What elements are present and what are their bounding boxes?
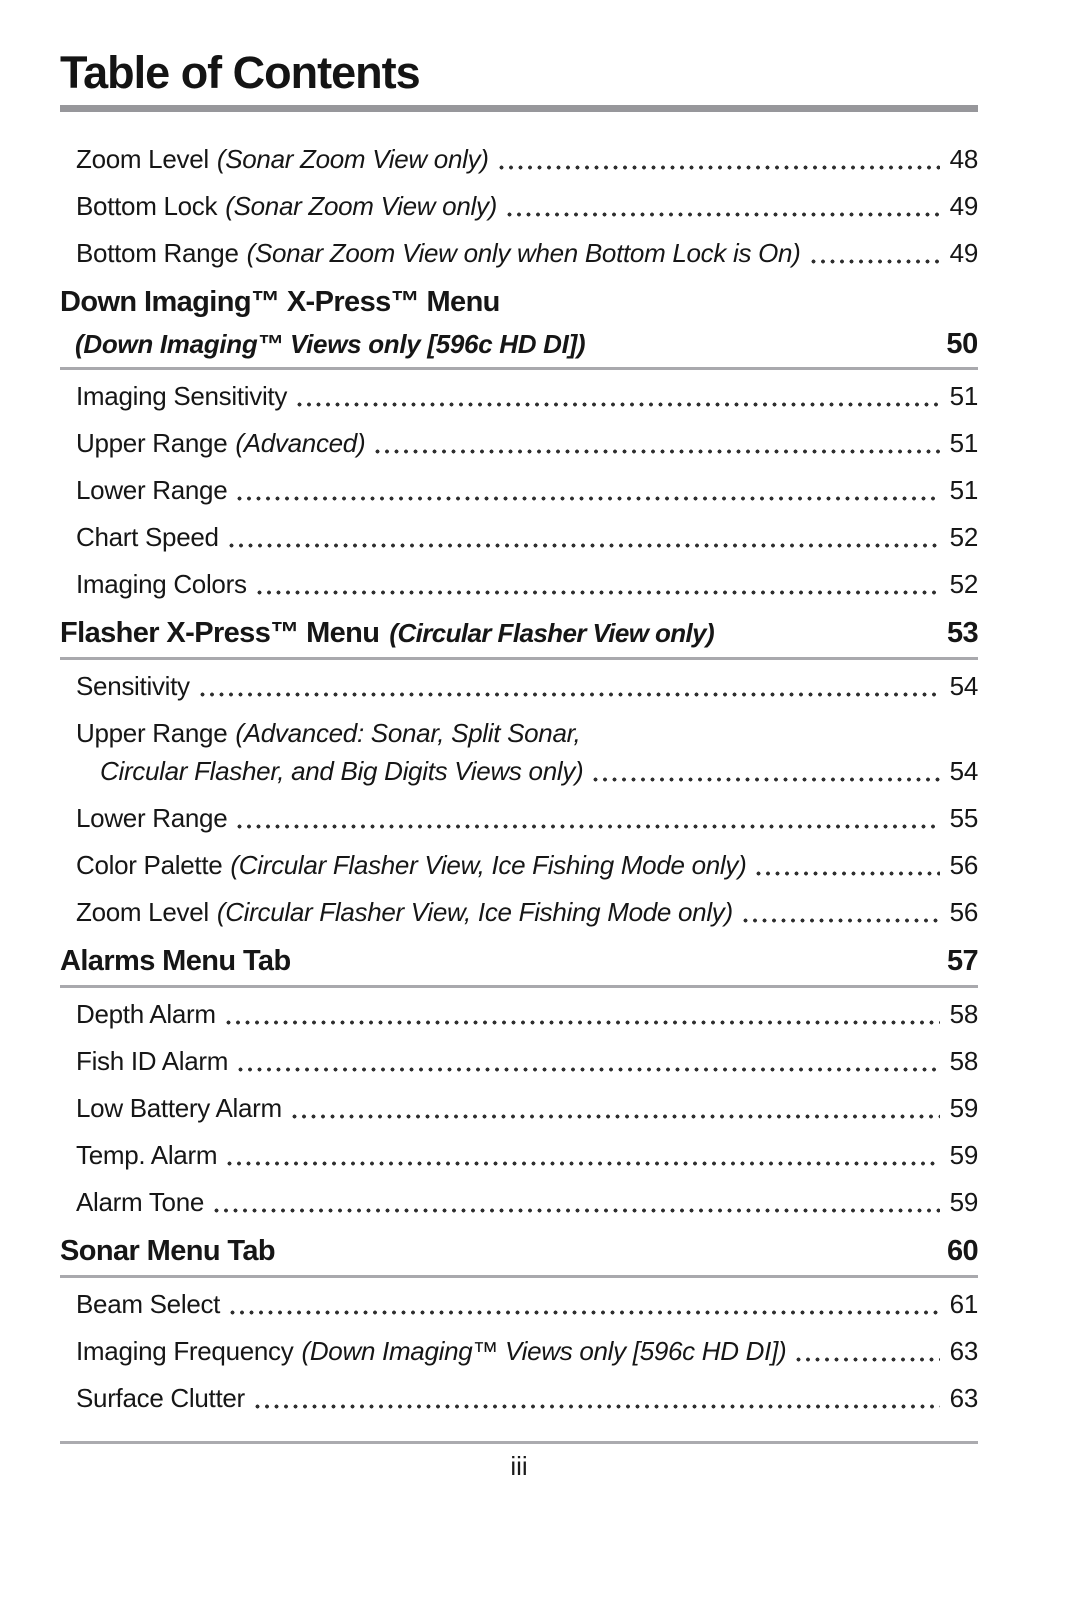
toc-entry-line-1: [76, 720, 978, 747]
toc-entry-label: Lower Range: [76, 803, 228, 833]
toc-entry-detail: (Advanced): [235, 428, 366, 458]
section-heading-down-imaging-xpress-menu: [60, 287, 978, 370]
dot-leader: [292, 1114, 940, 1119]
toc-entry-label: Upper Range: [76, 718, 228, 748]
page-number: 49: [949, 191, 978, 221]
dot-leader: [230, 1310, 940, 1315]
page-number: 55: [949, 803, 978, 833]
toc-entry-label: Chart Speed: [76, 522, 219, 552]
section-title: Sonar Menu Tab: [60, 1235, 276, 1267]
page-number: 56: [949, 897, 978, 927]
page-number: 52: [949, 522, 978, 552]
section-page-number: 50: [946, 328, 978, 360]
section-heading-alarms-menu-tab: [60, 946, 978, 988]
page-number: 59: [949, 1187, 978, 1217]
toc-entry: [76, 1142, 978, 1169]
section-title-detail: (Circular Flasher View only): [389, 618, 715, 648]
dot-leader: [593, 777, 940, 782]
page-number: 61: [949, 1289, 978, 1319]
toc-entry-detail: (Sonar Zoom View only): [216, 144, 489, 174]
dot-leader: [811, 259, 940, 264]
toc-entry: [76, 193, 978, 220]
page-title: Table of Contents: [60, 47, 420, 98]
section-title-line: [60, 287, 978, 317]
toc-entry: [76, 1095, 978, 1122]
toc-entry: [76, 1001, 978, 1028]
section-page-number: 60: [946, 1235, 978, 1267]
section-title: Alarms Menu Tab: [60, 945, 291, 977]
toc-entry: [76, 430, 978, 457]
dot-leader: [229, 543, 940, 548]
toc-entry-detail: (Circular Flasher View, Ice Fishing Mode only): [216, 897, 733, 927]
toc-entry-detail: (Circular Flasher View, Ice Fishing Mode only): [230, 850, 747, 880]
page-number: 63: [949, 1336, 978, 1366]
page-number: 59: [949, 1093, 978, 1123]
toc-entry: [76, 899, 978, 926]
toc-entry-label: Color Palette: [76, 850, 223, 880]
toc-entry: [76, 805, 978, 832]
section-page-number: 53: [946, 617, 978, 649]
dot-leader: [227, 1161, 940, 1166]
dot-leader: [297, 402, 940, 407]
dot-leader: [214, 1208, 940, 1213]
section-heading-sonar-menu-tab: [60, 1236, 978, 1278]
toc-entry: [76, 673, 978, 700]
dot-leader: [499, 165, 940, 170]
title-rule: [60, 105, 978, 112]
page-number: 56: [949, 850, 978, 880]
toc-entry: [76, 240, 978, 267]
toc-entry: [76, 1189, 978, 1216]
toc-entry: [76, 1338, 978, 1365]
page-number: 49: [949, 238, 978, 268]
dot-leader: [743, 918, 940, 923]
page-number: 51: [949, 428, 978, 458]
dot-leader: [255, 1404, 940, 1409]
dot-leader: [200, 692, 940, 697]
dot-leader: [237, 496, 940, 501]
toc-entry-label: Low Battery Alarm: [76, 1093, 282, 1123]
toc-entry-label: Temp. Alarm: [76, 1140, 218, 1170]
toc-entry-label: Bottom Lock: [76, 191, 218, 221]
toc-entry-label: Fish ID Alarm: [76, 1046, 229, 1076]
dot-leader: [238, 1067, 940, 1072]
table-of-contents: [60, 146, 978, 1412]
section-heading-flasher-xpress-menu: [60, 618, 978, 660]
toc-entry-detail: (Sonar Zoom View only when Bottom Lock is On): [246, 238, 801, 268]
section-title: Flasher X-Press™ Menu: [60, 617, 380, 649]
toc-entry-label: Imaging Frequency: [76, 1336, 294, 1366]
toc-entry-label: Surface Clutter: [76, 1383, 245, 1413]
toc-entry: [76, 852, 978, 879]
dot-leader: [507, 212, 940, 217]
toc-entry-label: Bottom Range: [76, 238, 239, 268]
section-title: Down Imaging™ X-Press™ Menu: [60, 286, 500, 318]
page-number: 54: [949, 756, 978, 786]
toc-entry-detail-continued: Circular Flasher, and Big Digits Views only): [100, 756, 584, 786]
section-title-line: [60, 946, 978, 976]
section-rule: [60, 1275, 978, 1278]
toc-entry: [76, 1291, 978, 1318]
page-number: 52: [949, 569, 978, 599]
footer-page-number: iii: [510, 1451, 528, 1481]
toc-entry-label: Alarm Tone: [76, 1187, 205, 1217]
toc-entry: [76, 1048, 978, 1075]
section-title-line: [60, 618, 978, 648]
toc-entry-line-2: [100, 758, 978, 785]
section-subtitle-line: [60, 328, 978, 360]
toc-entry-detail: (Sonar Zoom View only): [225, 191, 498, 221]
toc-entry: [76, 146, 978, 173]
dot-leader: [257, 590, 940, 595]
toc-entry-detail: (Down Imaging™ Views only [596c HD DI]): [301, 1336, 787, 1366]
toc-entry-label: Zoom Level: [76, 144, 209, 174]
section-page-number: 57: [946, 945, 978, 977]
dot-leader: [237, 824, 940, 829]
toc-entry-label: Upper Range: [76, 428, 228, 458]
section-title-line: [60, 1236, 978, 1266]
toc-entry: [76, 383, 978, 410]
page-number: 51: [949, 475, 978, 505]
section-subtitle: (Down Imaging™ Views only [596c HD DI]): [75, 329, 586, 359]
toc-entry-label: Lower Range: [76, 475, 228, 505]
section-rule: [60, 367, 978, 370]
toc-entry: [76, 1385, 978, 1412]
dot-leader: [226, 1020, 940, 1025]
dot-leader: [756, 871, 940, 876]
toc-entry-label: Sensitivity: [76, 671, 190, 701]
page-number: 58: [949, 1046, 978, 1076]
page-number: 63: [949, 1383, 978, 1413]
toc-entry: [76, 571, 978, 598]
footer-rule: [60, 1441, 978, 1444]
page-number: 58: [949, 999, 978, 1029]
section-rule: [60, 657, 978, 660]
toc-entry-label: Imaging Sensitivity: [76, 381, 288, 411]
toc-entry-label: Imaging Colors: [76, 569, 247, 599]
page-number: 54: [949, 671, 978, 701]
section-rule: [60, 985, 978, 988]
toc-entry-label: Beam Select: [76, 1289, 221, 1319]
dot-leader: [796, 1357, 940, 1362]
toc-entry: [76, 524, 978, 551]
toc-entry-detail: (Advanced: Sonar, Split Sonar,: [235, 718, 581, 748]
toc-entry-label: Depth Alarm: [76, 999, 216, 1029]
page-number: 59: [949, 1140, 978, 1170]
toc-entry: [76, 477, 978, 504]
dot-leader: [375, 449, 940, 454]
page-number: 51: [949, 381, 978, 411]
toc-entry-label: Zoom Level: [76, 897, 209, 927]
page-number: 48: [949, 144, 978, 174]
